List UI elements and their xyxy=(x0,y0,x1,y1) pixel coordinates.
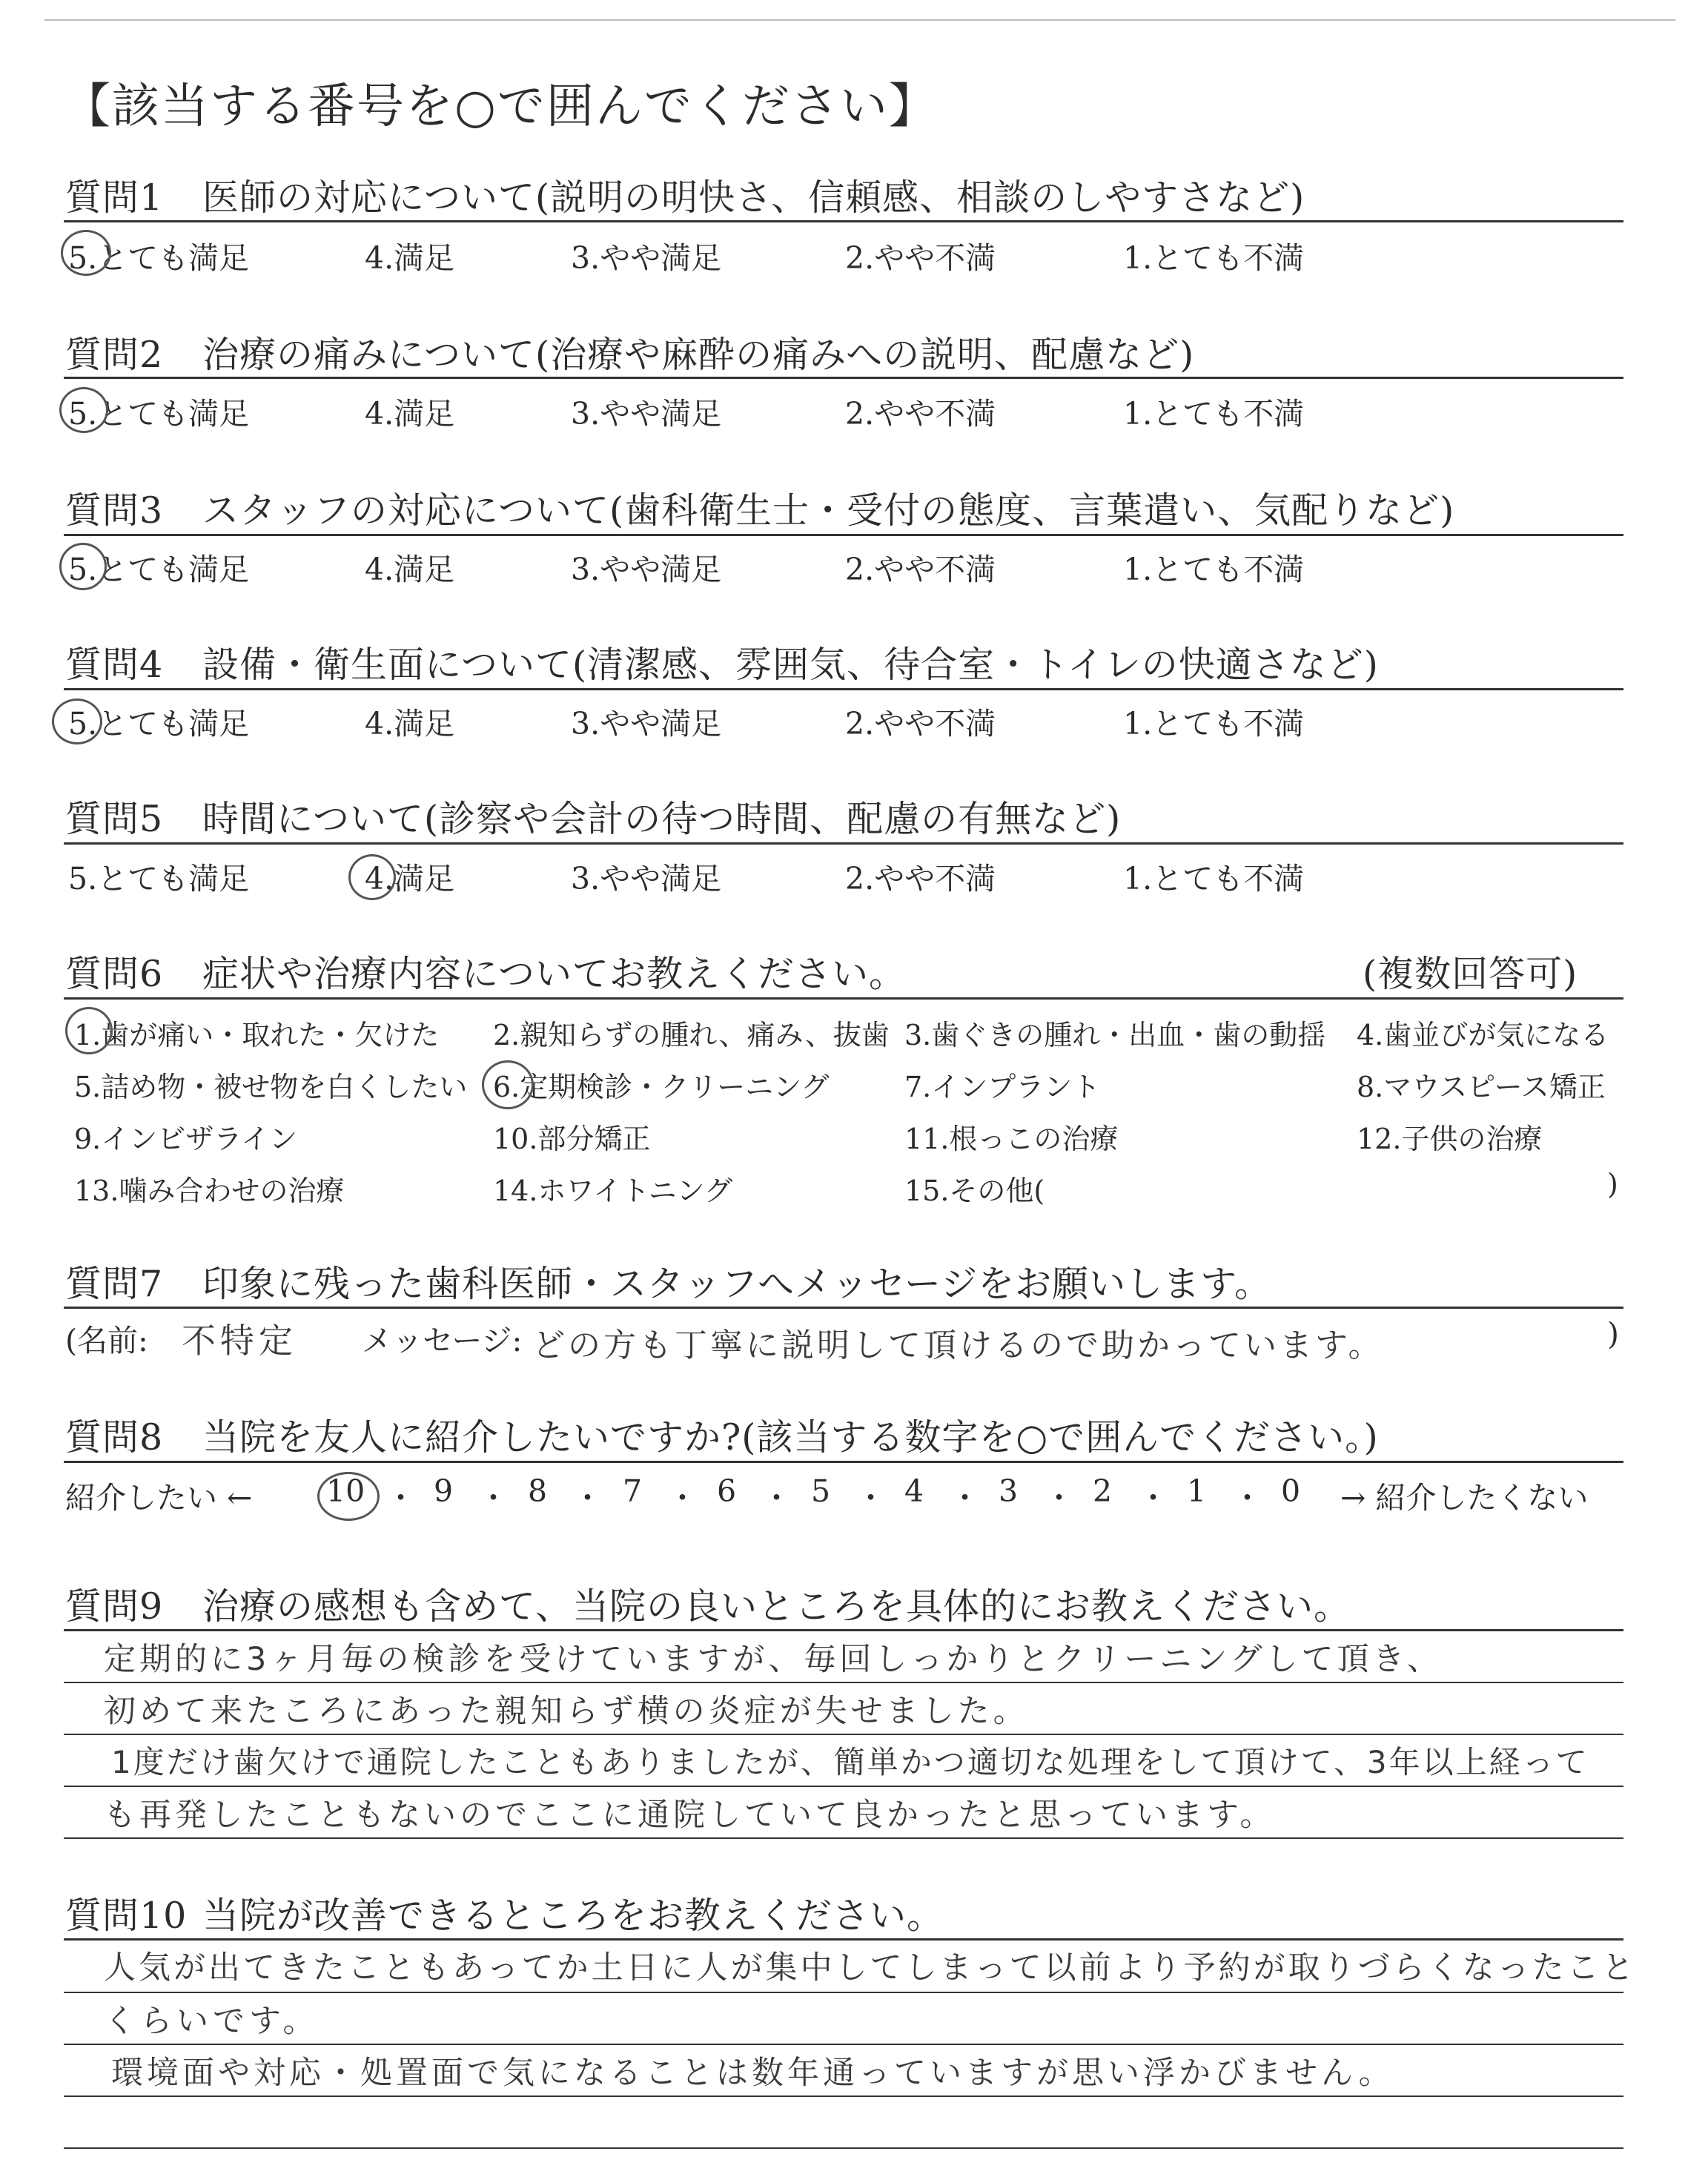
multiple-answers-note: (複数回答可) xyxy=(1363,953,1578,995)
answer-rule xyxy=(64,1786,1623,1787)
scale-dot: ・ xyxy=(1138,1480,1168,1516)
scale-value-10[interactable]: 10 xyxy=(326,1473,365,1509)
rating-option-3[interactable]: 3.やや満足 xyxy=(571,861,722,896)
question-3-heading xyxy=(65,482,1454,534)
rating-option-1[interactable]: 1.とても不満 xyxy=(1123,861,1305,896)
question-10-heading xyxy=(65,1887,944,1939)
question-6-heading xyxy=(65,945,906,997)
rating-option-5[interactable]: 5.とても満足 xyxy=(68,552,250,587)
other-close-paren: ) xyxy=(1607,1168,1618,1200)
scale-value-4[interactable]: 4 xyxy=(904,1473,924,1509)
question-6-rule xyxy=(64,997,1623,1000)
question-text: 時間について(診察や会計の待つ時間、配慮の有無など) xyxy=(202,798,1122,840)
rating-option-2[interactable]: 2.やや不満 xyxy=(845,706,996,742)
question-number: 質問2 xyxy=(65,334,164,376)
scale-dot: ・ xyxy=(761,1480,792,1516)
answer-line-2: くらいです。 xyxy=(104,2003,320,2040)
question-1-rule xyxy=(64,220,1623,222)
rating-option-4[interactable]: 4.満足 xyxy=(365,706,455,742)
question-text: 当院を友人に紹介したいですか?(該当する数字を○で囲んでください。) xyxy=(202,1416,1379,1459)
symptom-option-4[interactable]: 4.歯並びが気になる xyxy=(1357,1019,1609,1051)
rating-option-4[interactable]: 4.満足 xyxy=(365,396,455,432)
scale-value-9[interactable]: 9 xyxy=(434,1473,454,1509)
question-8-heading xyxy=(65,1409,1379,1461)
rating-option-3[interactable]: 3.やや満足 xyxy=(571,552,722,587)
symptom-option-12[interactable]: 12.子供の治療 xyxy=(1357,1123,1543,1155)
question-text: 印象に残った歯科医師・スタッフへメッセージをお願いします。 xyxy=(202,1263,1272,1305)
scale-left-label: 紹介したい ← xyxy=(65,1480,253,1516)
answer-line-3: 1度だけ歯欠けで通院したこともありましたが、簡単かつ適切な処理をして頂けて、3年以上経って xyxy=(111,1744,1589,1780)
symptom-option-2[interactable]: 2.親知らずの腫れ、痛み、抜歯 xyxy=(493,1019,890,1051)
question-2-heading xyxy=(65,326,1194,378)
question-text: スタッフの対応について(歯科衛生士・受付の態度、言葉遣い、気配りなど) xyxy=(202,489,1455,532)
selection-circle-mark xyxy=(59,543,107,590)
answer-rule xyxy=(64,2095,1623,2097)
scale-value-2[interactable]: 2 xyxy=(1093,1473,1113,1509)
rating-option-5[interactable]: 5.とても満足 xyxy=(68,396,250,432)
rating-option-3[interactable]: 3.やや満足 xyxy=(571,706,722,742)
question-text: 当院が改善できるところをお教えください。 xyxy=(202,1895,944,1937)
form-title: 【該当する番号を○で囲んでください】 xyxy=(63,79,938,134)
scan-top-edge xyxy=(44,19,1675,21)
symptom-option-6[interactable]: 6.定期検診・クリーニング xyxy=(493,1071,830,1103)
scale-value-3[interactable]: 3 xyxy=(999,1473,1019,1509)
question-1-heading xyxy=(65,169,1305,221)
scale-dot: ・ xyxy=(385,1480,416,1516)
rating-option-1[interactable]: 1.とても不満 xyxy=(1123,240,1305,276)
question-2-rule xyxy=(64,377,1623,379)
scale-dot: ・ xyxy=(572,1480,603,1516)
name-answer[interactable]: 不特定 xyxy=(182,1321,297,1361)
question-4-rule xyxy=(64,688,1623,690)
answer-rule xyxy=(64,2044,1623,2045)
message-close-paren: ) xyxy=(1607,1316,1619,1352)
question-5-heading xyxy=(65,790,1121,842)
question-number: 質問8 xyxy=(65,1416,164,1459)
answer-rule xyxy=(64,1682,1623,1683)
symptom-option-13[interactable]: 13.噛み合わせの治療 xyxy=(74,1175,345,1207)
scale-dot: ・ xyxy=(855,1480,886,1516)
question-text: 治療の感想も含めて、当院の良いところを具体的にお教えください。 xyxy=(202,1585,1351,1628)
rating-option-2[interactable]: 2.やや不満 xyxy=(845,552,996,587)
scale-dot: ・ xyxy=(950,1480,980,1516)
question-9-rule xyxy=(64,1629,1623,1631)
answer-rule xyxy=(64,1837,1623,1839)
selection-circle-mark xyxy=(59,387,108,433)
answer-line-3: 環境面や対応・処置面で気になることは数年通っていますが思い浮かびません。 xyxy=(111,2055,1394,2092)
symptom-option-9[interactable]: 9.インビザライン xyxy=(74,1123,298,1155)
answer-line-2: 初めて来たころにあった親知らず横の炎症が失せました。 xyxy=(104,1693,1029,1730)
answer-rule xyxy=(64,1734,1623,1735)
rating-option-5[interactable]: 5.とても満足 xyxy=(68,706,250,742)
rating-option-4[interactable]: 4.満足 xyxy=(365,240,455,276)
rating-option-4[interactable]: 4.満足 xyxy=(365,552,455,587)
answer-rule xyxy=(64,2147,1623,2149)
rating-option-1[interactable]: 1.とても不満 xyxy=(1123,552,1305,587)
answer-rule xyxy=(64,1992,1623,1993)
symptom-option-7[interactable]: 7.インプラント xyxy=(904,1071,1101,1103)
symptom-option-1[interactable]: 1.歯が痛い・取れた・欠けた xyxy=(74,1019,440,1051)
answer-line-4: も再発したこともないのでここに通院していて良かったと思っています。 xyxy=(104,1797,1276,1834)
rating-option-2[interactable]: 2.やや不満 xyxy=(845,396,996,432)
question-number: 質問7 xyxy=(65,1263,164,1305)
rating-option-4[interactable]: 4.満足 xyxy=(365,861,455,896)
symptom-option-15[interactable]: 15.その他( xyxy=(904,1175,1045,1207)
scale-value-1[interactable]: 1 xyxy=(1187,1473,1207,1509)
name-label: (名前: xyxy=(65,1323,148,1358)
question-number: 質問4 xyxy=(65,644,164,686)
message-label: メッセージ: xyxy=(362,1323,523,1358)
question-number: 質問6 xyxy=(65,953,164,995)
rating-option-1[interactable]: 1.とても不満 xyxy=(1123,706,1305,742)
selection-circle-mark xyxy=(348,854,396,900)
question-4-heading xyxy=(65,636,1379,688)
question-text: 医師の対応について(説明の明快さ、信頼感、相談のしやすさなど) xyxy=(202,176,1305,219)
answer-line-1: 人気が出てきたこともあってか土日に人が集中してしまって以前より予約が取りづらくなったこと xyxy=(104,1949,1637,1986)
selection-circle-mark xyxy=(482,1060,534,1109)
scale-value-5[interactable]: 5 xyxy=(811,1473,831,1509)
question-number: 質問1 xyxy=(65,176,164,219)
question-8-rule xyxy=(64,1461,1623,1463)
symptom-option-5[interactable]: 5.詰め物・被せ物を白くしたい xyxy=(74,1071,468,1103)
scale-right-label: → 紹介したくない xyxy=(1340,1480,1589,1516)
rating-option-3[interactable]: 3.やや満足 xyxy=(571,396,722,432)
question-5-rule xyxy=(64,842,1623,845)
question-7-rule xyxy=(64,1307,1623,1309)
question-number: 質問10 xyxy=(65,1895,188,1937)
rating-option-5[interactable]: 5.とても満足 xyxy=(68,861,250,896)
symptom-option-10[interactable]: 10.部分矯正 xyxy=(493,1123,651,1155)
question-3-rule xyxy=(64,534,1623,536)
rating-option-3[interactable]: 3.やや満足 xyxy=(571,240,722,276)
symptom-option-14[interactable]: 14.ホワイトニング xyxy=(493,1175,733,1207)
scale-value-8[interactable]: 8 xyxy=(528,1473,548,1509)
scale-value-7[interactable]: 7 xyxy=(623,1473,643,1509)
rating-option-5[interactable]: 5.とても満足 xyxy=(68,240,250,276)
symptom-option-8[interactable]: 8.マウスピース矯正 xyxy=(1357,1071,1606,1103)
symptom-option-11[interactable]: 11.根っこの治療 xyxy=(904,1123,1119,1155)
rating-option-2[interactable]: 2.やや不満 xyxy=(845,861,996,896)
question-9-heading xyxy=(65,1578,1351,1630)
question-text: 症状や治療内容についてお教えください。 xyxy=(202,953,907,995)
selection-circle-mark xyxy=(65,1007,113,1054)
scale-value-0[interactable]: 0 xyxy=(1281,1473,1301,1509)
rating-option-2[interactable]: 2.やや不満 xyxy=(845,240,996,276)
question-number: 質問3 xyxy=(65,489,164,532)
rating-option-1[interactable]: 1.とても不満 xyxy=(1123,396,1305,432)
question-number: 質問5 xyxy=(65,798,164,840)
question-text: 設備・衛生面について(清潔感、雰囲気、待合室・トイレの快適さなど) xyxy=(202,644,1379,686)
question-7-heading xyxy=(65,1255,1271,1307)
question-number: 質問9 xyxy=(65,1585,164,1628)
question-text: 治療の痛みについて(治療や麻酔の痛みへの説明、配慮など) xyxy=(202,334,1195,376)
answer-line-1: 定期的に3ヶ月毎の検診を受けていますが、毎回しっかりとクリーニングして頂き、 xyxy=(104,1641,1443,1678)
selection-circle-mark xyxy=(52,698,102,744)
question-10-rule xyxy=(64,1938,1623,1941)
scale-dot: ・ xyxy=(1232,1480,1262,1516)
scale-dot: ・ xyxy=(667,1480,698,1516)
message-answer[interactable]: どの方も丁寧に説明して頂けるので助かっています。 xyxy=(532,1327,1384,1364)
scale-dot: ・ xyxy=(478,1480,509,1516)
selection-circle-mark xyxy=(61,230,111,276)
scale-dot: ・ xyxy=(1044,1480,1074,1516)
selection-circle-mark xyxy=(317,1472,380,1521)
symptom-option-3[interactable]: 3.歯ぐきの腫れ・出血・歯の動揺 xyxy=(904,1019,1326,1051)
scale-value-6[interactable]: 6 xyxy=(717,1473,737,1509)
